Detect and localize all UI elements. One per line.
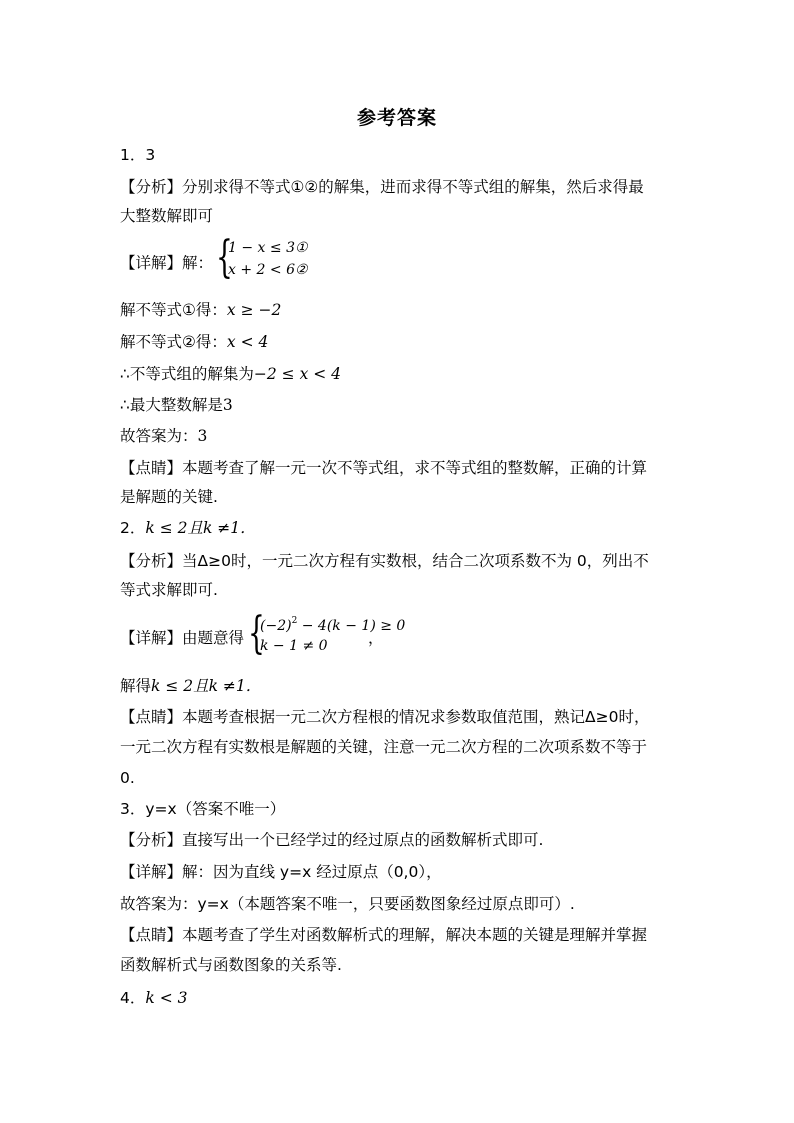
q1-step-4-text: ∴最大整数解是	[120, 396, 223, 414]
q1-step-1-math: x ≥ −2	[226, 301, 282, 319]
q2-analysis-line-1: 【分析】当Δ≥0时，一元二次方程有实数根，结合二次项系数不为 0，列出不	[120, 552, 649, 570]
q3-comment-line-1: 【点睛】本题考查了学生对函数解析式的理解，解决本题的关键是理解并掌握	[120, 926, 648, 944]
q1-step-2-text: 解不等式②得：	[120, 333, 227, 351]
q1-step-3	[120, 364, 680, 384]
q3-final: 故答案为：y=x（本题答案不唯一，只要函数图象经过原点即可）.	[120, 895, 575, 913]
page-title: 参考答案	[356, 107, 437, 129]
q1-step-1	[120, 300, 680, 320]
q1-step-2	[120, 332, 680, 352]
q2-system-row-2: k − 1 ≠ 0	[260, 638, 328, 654]
q4-answer	[120, 988, 680, 1008]
q2-answer	[120, 518, 680, 538]
q3-comment-line-2: 函数解析式与函数图象的关系等.	[120, 956, 342, 974]
q1-step-5	[120, 426, 680, 446]
brace-symbol: {	[248, 608, 265, 659]
q1-step-3-math: −2 ≤ x < 4	[253, 365, 342, 383]
q1-answer: 1．3	[120, 146, 156, 164]
q3-detail: 【详解】解：因为直线 y=x 经过原点（0,0），	[120, 863, 442, 881]
q3-analysis: 【分析】直接写出一个已经学过的经过原点的函数解析式即可.	[120, 831, 544, 849]
q1-system-row-1: 1 − x ≤ 3①	[228, 240, 308, 256]
q1-step-1-text: 解不等式①得：	[120, 301, 227, 319]
q2-comment-line-3: 0.	[120, 769, 135, 787]
q1-analysis-line-2: 大整数解即可	[120, 207, 214, 225]
q1-step-3-text: ∴不等式组的解集为	[120, 365, 254, 383]
q2-system-row-1-base: (−2)	[260, 618, 292, 634]
q1-step-2-math: x < 4	[226, 333, 269, 351]
q2-solve-math: k ≤ 2且k ≠1．	[151, 677, 262, 695]
q1-comment-line-2: 是解题的关键.	[120, 488, 218, 506]
q2-system-row-1-exponent: 2	[291, 616, 298, 626]
q2-analysis-line-2: 等式求解即可.	[120, 581, 218, 599]
q2-answer-math: k ≤ 2且k ≠1．	[145, 519, 256, 537]
q4-number: 4．	[120, 989, 146, 1007]
q1-analysis-line-1: 【分析】分别求得不等式①②的解集，进而求得不等式组的解集，然后求得最	[120, 178, 644, 196]
q4-answer-math: k < 3	[145, 989, 188, 1007]
q1-step-5-text: 故答案为：	[120, 427, 198, 445]
q2-solve	[120, 676, 680, 696]
q2-detail-prefix: 【详解】由题意得	[120, 629, 245, 647]
q3-answer: 3．y=x（答案不唯一）	[120, 800, 286, 818]
q2-comment-line-1: 【点睛】本题考查根据一元二次方程根的情况求参数取值范围，熟记Δ≥0时，	[120, 708, 650, 726]
q2-comment-line-2: 一元二次方程有实数根是解题的关键，注意一元二次方程的二次项系数不等于	[120, 738, 648, 756]
q1-system-row-2: x + 2 < 6②	[228, 262, 308, 278]
q2-system-row-1-rest: − 4(k − 1) ≥ 0	[297, 618, 406, 634]
q2-number: 2．	[120, 519, 146, 537]
q2-inequality-system	[248, 608, 406, 660]
q1-inequality-system	[216, 232, 336, 284]
q1-step-5-math: 3	[197, 427, 208, 445]
q1-comment-line-1: 【点睛】本题考查了解一元一次不等式组，求不等式组的整数解，正确的计算	[120, 459, 648, 477]
q2-solve-text: 解得	[120, 677, 152, 695]
brace-symbol: {	[216, 232, 233, 283]
q1-detail-prefix: 【详解】解：	[120, 254, 214, 272]
q1-step-4-math: 3	[222, 396, 233, 414]
q2-detail-suffix: ，	[368, 629, 384, 647]
q1-step-4	[120, 395, 680, 415]
